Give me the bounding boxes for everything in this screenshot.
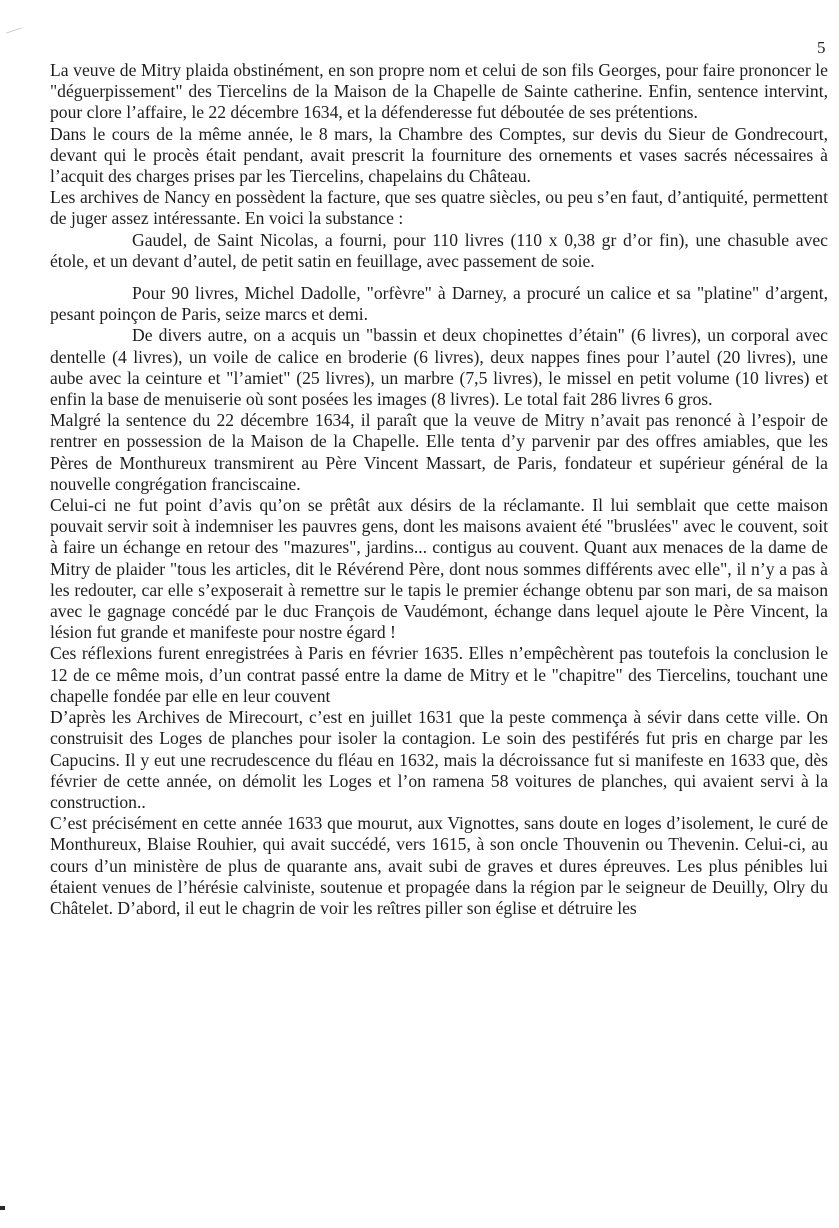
paragraph-reflexions: Ces réflexions furent enregistrées à Paris en février 1635. Elles n’empêchèrent pas toutefois la conclusion le 12 de ce même mois, d’un contrat passé entre la dame de Mitry et le "chapitre" des Tiercelins, touchant une chapelle fondée par elle en leur couvent xyxy=(50,643,828,706)
paragraph-cure-monthureux: C’est précisément en cette année 1633 que mourut, aux Vignottes, sans doute en loges d’isolement, le curé de Monthureux, Blaise Rouhier, qui avait succédé, vers 1615, à son oncle Thouvenin ou Thevenin. Celui-ci, au cours d’un ministère de plus de quarante ans, avait subi de graves et dures épreuves. Les plus pénibles lui étaient venues de l’hérésie calviniste, soutenue et propagée dans la région par le seigneur de Deuilly, Olry du Châtelet. D’abord, il eut le chagrin de voir les reîtres piller son église et détruire les xyxy=(50,813,828,918)
paragraph-gaudel: Gaudel, de Saint Nicolas, a fourni, pour 110 livres (110 x 0,38 gr d’or fin), une chasuble avec étole, et un devant d’autel, de petit satin en feuillage, avec passement de soie. xyxy=(50,229,828,271)
paragraph-dadolle: Pour 90 livres, Michel Dadolle, "orfèvre" à Darney, a procuré un calice et sa "platine" d’argent, pesant poinçon de Paris, seize marcs et demi. xyxy=(50,283,828,325)
scan-mark-top xyxy=(6,28,22,34)
paragraph-peste: D’après les Archives de Mirecourt, c’est en juillet 1631 que la peste commença à sévir dans cette ville. On construisit des Loges de planches pour isoler la contagion. Le soin des pestiférés fut pris en charge par les Capucins. Il y eut une recrudescence du fléau en 1632, mais la décroissance fut si manifeste en 1633 que, dès février de cette année, on démolit les Loges et l’on ramena 58 voitures de planches, qui avaient servi à la construction.. xyxy=(50,707,828,812)
document-body xyxy=(50,60,828,919)
paragraph-divers: De divers autre, on a acquis un "bassin et deux chopinettes d’étain" (6 livres), un corporal avec dentelle (4 livres), un voile de calice en broderie (6 livres), deux nappes fines pour l’autel (20 livres), une aube avec la ceinture et "l’amiet" (25 livres), un marbre (7,5 livres), le missel en petit volume (10 livres) et enfin la base de menuiserie où sont posées les images (8 livres). Le total fait 286 livres 6 gros. xyxy=(50,325,828,410)
paragraph-malgre-sentence: Malgré la sentence du 22 décembre 1634, il paraît que la veuve de Mitry n’avait pas renoncé à l’espoir de rentrer en possession de la Maison de la Chapelle. Elle tenta d’y parvenir par des offres amiables, que les Pères de Monthureux transmirent au Père Vincent Massart, de Paris, fondateur et supérieur général de la nouvelle congrégation franciscaine. xyxy=(50,410,828,494)
paragraph-archives-nancy: Les archives de Nancy en possèdent la facture, que ses quatre siècles, ou peu s’en faut, d’antiquité, permettent de juger assez intéressante. En voici la substance : xyxy=(50,187,828,229)
page-number: 5 xyxy=(817,38,826,57)
paragraph-deguerpissement: La veuve de Mitry plaida obstinément, en son propre nom et celui de son fils Georges, pour faire prononcer le "déguerpissement" des Tiercelins de la Maison de la Chapelle de Sainte catherine. Enfin, sentence intervint, pour clore l’affaire, le 22 décembre 1634, et la défenderesse fut déboutée de ses prétentions. xyxy=(50,60,828,123)
scan-mark-bottom xyxy=(0,1206,5,1210)
paragraph-celui-ci: Celui-ci ne fut point d’avis qu’on se prêtât aux désirs de la réclamante. Il lui semblait que cette maison pouvait servir soit à indemniser les pauvres gens, dont les maisons avaient été "bruslées" avec le couvent, soit à faire un échange en retour des "mazures", jardins... contigus au couvent. Quant aux menaces de la dame de Mitry de plaider "tous les articles, dit le Révérend Père, dont nous sommes différents avec elle", il n’y a pas à les redouter, car elle s’exposerait à remettre sur le tapis le premier échange obtenu par son mari, de sa maison avec le gagnage concédé par le duc François de Vaudémont, échange dans lequel ajoute le Père Vincent, la lésion fut grande et manifeste pour nostre égard ! xyxy=(50,495,828,643)
paragraph-chambre-des-comptes: Dans le cours de la même année, le 8 mars, la Chambre des Comptes, sur devis du Sieur de Gondrecourt, devant qui le procès était pendant, avait prescrit la fourniture des ornements et vases sacrés nécessaires à l’acquit des charges prises par les Tiercelins, chapelains du Château. xyxy=(50,123,828,187)
